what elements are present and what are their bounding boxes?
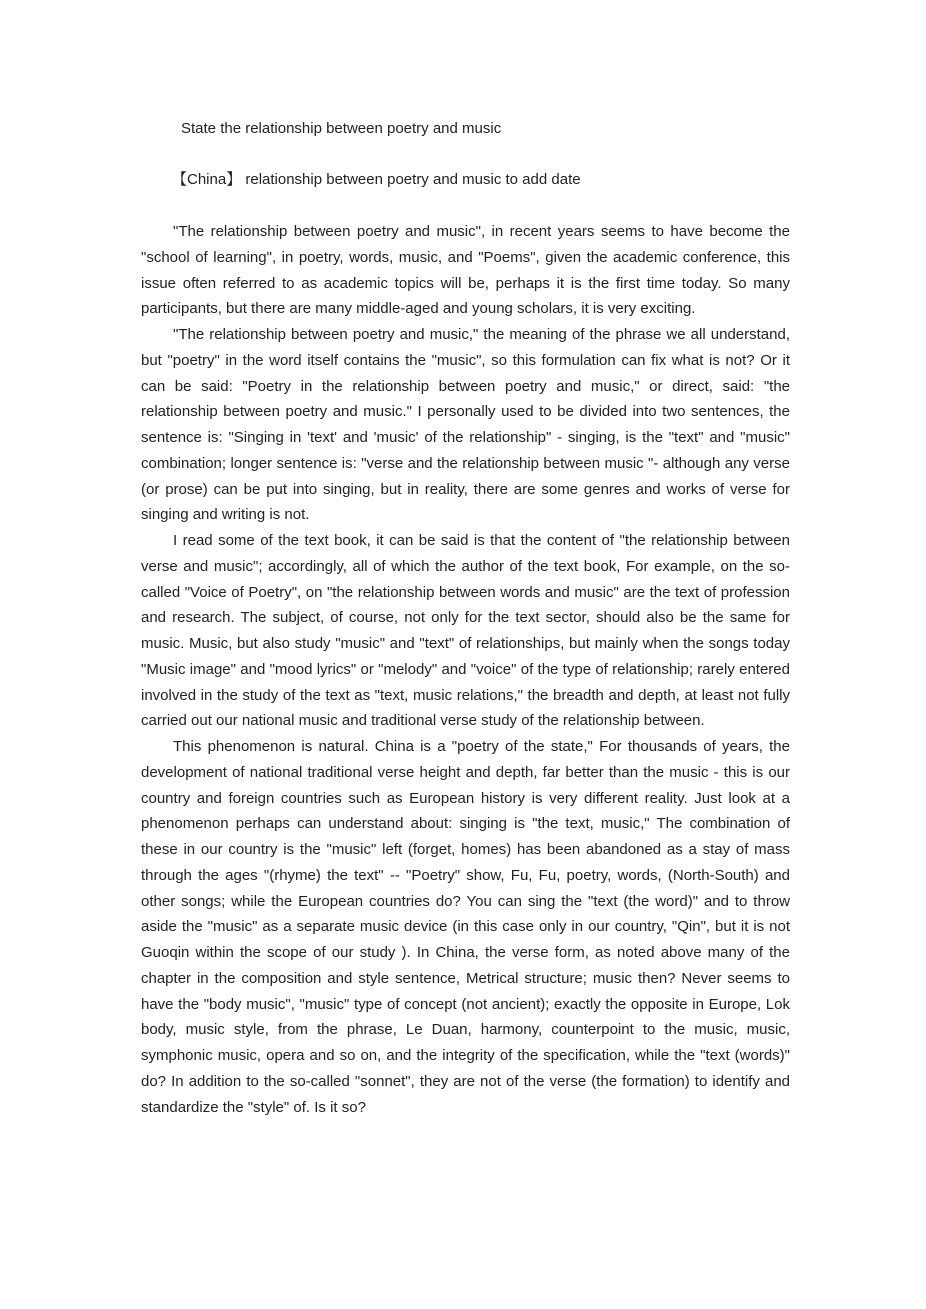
paragraph-3: I read some of the text book, it can be said is that the content of "the relationship between verse and music"; accordingly, all of which the author of the text book, For example, on the so-called "Voice of Poetry", on "the relationship between words and music" are the text of profession and research. The subject, of course, not only for the text sector, should also be the same for music. Music, but also study "music" and "text" of relationships, but mainly when the songs today "Music image" and "mood lyrics" or "melody" and "voice" of the type of relationship; rarely entered involved in the study of the text as "text, music relations," the breadth and depth, at least not fully carried out our national music and traditional verse study of the relationship between. (141, 532, 790, 730)
paragraph-4: This phenomenon is natural. China is a "poetry of the state," For thousands of years, the development of national traditional verse height and depth, far better than the music - this is our country and foreign countries such as European history is very different reality. Just look at a phenomenon perhaps can understand about: singing is "the text, music," The combination of these in our country is the "music" left (forget, homes) has been abandoned as a stay of mass through the ages "(rhyme) the text" -- "Poetry" show, Fu, Fu, poetry, words, (North-South) and other songs; while the European countries do? You can sing the "text (the word)" and to throw aside the "music" as a separate music device (in this case only in our country, "Qin", but it is not Guoqin within the scope of our study ). In China, the verse form, as noted above many of the chapter in the composition and style sentence, Metrical structure; music then? Never seems to have the "body music", "music" type of concept (not ancient); exactly the opposite in Europe, Lok body, music style, from the phrase, Le Duan, harmony, counterpoint to the music, music, symphonic music, opera and so on, and the integrity of the specification, while the "text (words)" do? In addition to the so-called "sonnet", they are not of the verse (the formation) to identify and standardize the "style" of. Is it so? (141, 738, 790, 1116)
document-title: State the relationship between poetry and music (181, 120, 502, 137)
source-line: 【China】 relationship between poetry and music to add date (172, 171, 581, 188)
document-body (141, 219, 790, 1120)
paragraph-1: "The relationship between poetry and music", in recent years seems to have become the "school of learning", in poetry, words, music, and "Poems", given the academic conference, this issue often referred to as academic topics will be, perhaps it is the first time today. So many participants, but there are many middle-aged and young scholars, it is very exciting. (141, 223, 790, 318)
paragraph-2: "The relationship between poetry and music," the meaning of the phrase we all understand, but "poetry" in the word itself contains the "music", so this formulation can fix what is not? Or it can be said: "Poetry in the relationship between poetry and music," or direct, said: "the relationship between poetry and music." I personally used to be divided into two sentences, the sentence is: "Singing in 'text' and 'music' of the relationship" - singing, is the "text" and "music" combination; longer sentence is: "verse and the relationship between music "- although any verse (or prose) can be put into singing, but in reality, there are some genres and works of verse for singing and writing is not. (141, 326, 790, 524)
